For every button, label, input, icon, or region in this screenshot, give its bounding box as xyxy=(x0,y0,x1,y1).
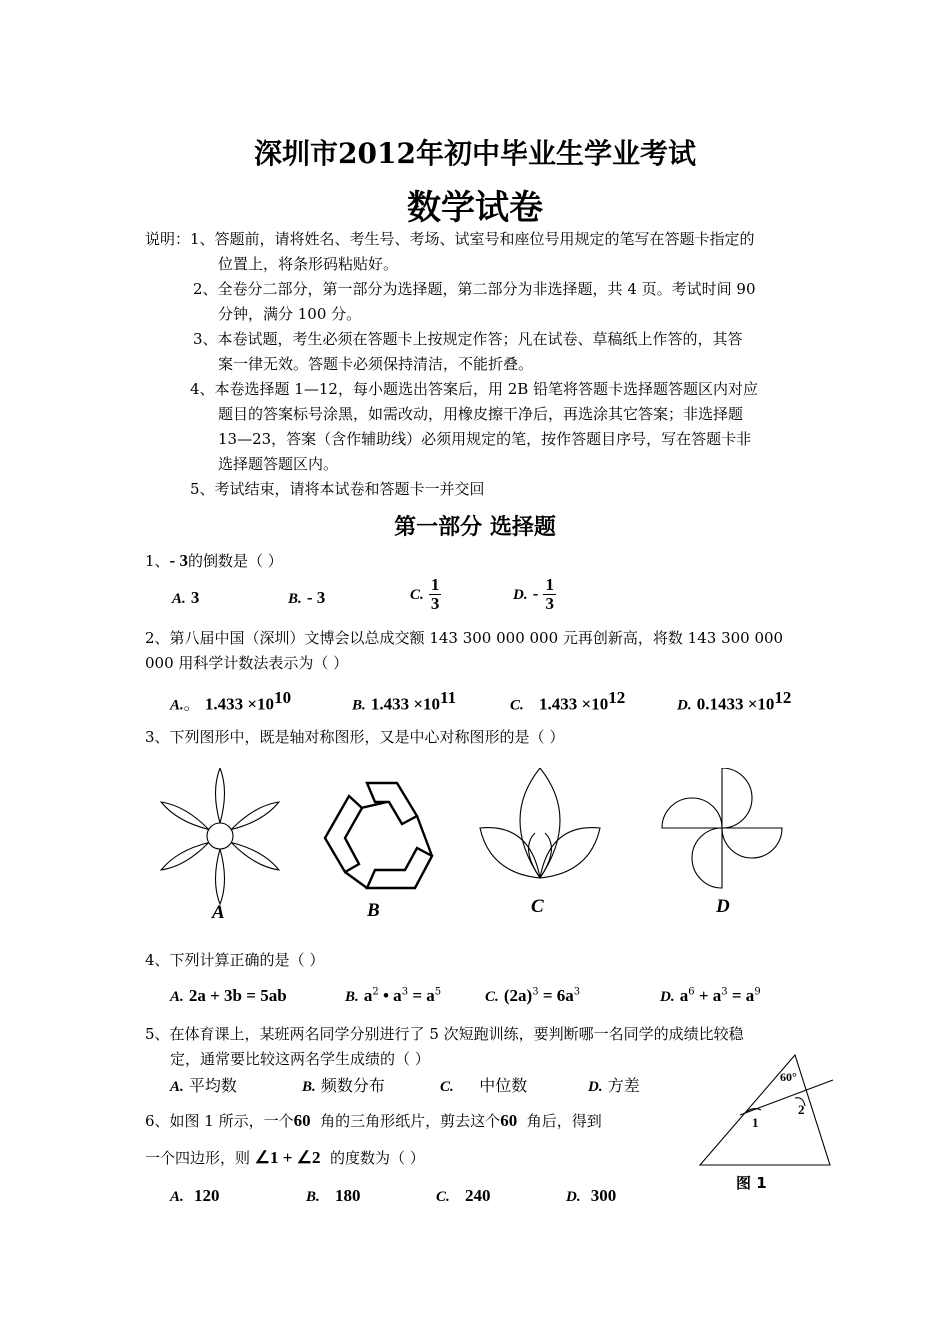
q2-option-d: D. $0.1433 \times 10^{12}$ xyxy=(677,688,792,714)
triangle-figure xyxy=(695,1050,840,1170)
figure-label-c: C xyxy=(531,896,544,917)
q3-figures xyxy=(160,768,800,928)
option-value: - 3 xyxy=(306,588,326,607)
option-label: B. xyxy=(288,591,302,607)
instruction-line: 5、考试结束，请将本试卷和答题卡一并交回 xyxy=(190,480,485,498)
figure-label-a: A xyxy=(212,902,225,923)
figure-label-d: D xyxy=(716,896,730,917)
q5-option-c: C. 中位数 xyxy=(440,1076,528,1095)
instruction-line: 说明：1、答题前，请将姓名、考生号、考场、试室号和座位号用规定的笔写在答题卡指定的 xyxy=(145,230,755,248)
fraction: $\frac{1}{3}$ xyxy=(545,575,554,613)
option-sign: - xyxy=(532,584,539,603)
instruction-line: 题目的答案标号涂黑，如需改动，用橡皮擦干净后，再选涂其它答案；非选择题 xyxy=(218,405,744,423)
figure-label-b: B xyxy=(367,900,380,921)
question-5-line: 5、在体育课上，某班两名同学分别进行了 5 次短跑训练，要判断哪一名同学的成绩比较稳 xyxy=(145,1025,744,1043)
q5-option-a: A. 平均数 xyxy=(170,1076,237,1095)
option-label: C. xyxy=(410,587,424,603)
q6-option-a: A. 120 xyxy=(170,1186,220,1205)
instruction-line: 案一律无效。答题卡必须保持清洁，不能折叠。 xyxy=(218,355,534,373)
instruction-line: 3、本卷试题，考生必须在答题卡上按规定作答；凡在试卷、草稿纸上作答的，其答 xyxy=(193,330,743,348)
q5-option-d: D. 方差 xyxy=(588,1076,640,1095)
question-5-line: 定，通常要比较这两名学生成绩的（ ） xyxy=(170,1050,430,1068)
q1-option-d xyxy=(513,576,556,613)
q1-option-b xyxy=(288,588,325,608)
q2-option-a: A.。 $1.433 \times 10^{10}$ xyxy=(170,688,292,714)
angle-2-label: 2 xyxy=(798,1102,805,1117)
instruction-line: 选择题答题区内。 xyxy=(218,455,339,473)
lotus-figure xyxy=(480,768,600,878)
question-2-line: 000 用科学计数法表示为（ ） xyxy=(145,654,349,672)
triangle-angle-label: 60° xyxy=(780,1070,797,1084)
q4-option-c: C. $(2a)^3 = 6a^3$ xyxy=(485,986,581,1005)
flower-figure xyxy=(160,768,281,904)
q2-option-b: B. $1.433 \times 10^{11}$ xyxy=(352,688,457,714)
figure-caption: 图 1 xyxy=(736,1174,767,1192)
question-4: 4、下列计算正确的是（ ） xyxy=(145,951,325,969)
q4-option-d: D. $a^6 + a^3 = a^9$ xyxy=(660,986,761,1005)
q6-option-c: C. 240 xyxy=(436,1186,491,1205)
recycle-figure xyxy=(325,783,432,888)
exam-subtitle: 数学试卷 xyxy=(407,188,543,228)
math-expr: - 3 xyxy=(169,551,188,570)
fraction: $\frac{1}{3}$ xyxy=(430,575,440,613)
q4-option-b: B. $a^2$ • $a^3 = a^5$ xyxy=(345,986,442,1005)
instruction-line: 4、本卷选择题 1—12，每小题选出答案后，用 2B 铅笔将答题卡选择题答题区内对应 xyxy=(190,380,759,398)
question-6-line2: 一个四边形，则 ∠1 + ∠2 的度数为（ ） xyxy=(145,1148,425,1167)
question-text: 的倒数是（ ） xyxy=(187,552,283,570)
option-label: D. xyxy=(513,587,528,603)
option-value: 3 xyxy=(190,588,200,607)
question-number: 1、 xyxy=(145,552,170,570)
q4-option-a: A. 2a + 3b = 5ab xyxy=(170,986,287,1005)
q1-option-a xyxy=(172,588,199,608)
question-3: 3、下列图形中，既是轴对称图形，又是中心对称图形的是（ ） xyxy=(145,728,565,746)
question-2-line: 2、第八届中国（深圳）文博会以总成交额 143 300 000 000 元再创新高，将数 143 300 000 xyxy=(145,629,784,647)
instruction-line: 13—23，答案（含作辅助线）必须用规定的笔，按作答题目序号，写在答题卡非 xyxy=(218,430,752,448)
instruction-line: 分钟，满分 100 分。 xyxy=(218,305,362,323)
q6-option-b: B. 180 xyxy=(306,1186,361,1205)
section-heading: 第一部分 选择题 xyxy=(394,515,556,540)
question-6-line1: 6、如图 1 所示，一个60 角的三角形纸片，剪去这个60 角后，得到 xyxy=(145,1111,602,1130)
instruction-line: 2、全卷分二部分，第一部分为选择题，第二部分为非选择题，共 4 页。考试时间 90 xyxy=(193,280,756,298)
option-label: A. xyxy=(172,591,186,607)
angle-1-label: 1 xyxy=(752,1115,759,1130)
exam-title: 深圳市2012年初中毕业生学业考试 xyxy=(254,137,696,170)
q2-option-c: C. $1.433 \times 10^{12}$ xyxy=(510,688,626,714)
question-1 xyxy=(145,550,283,571)
q1-option-c xyxy=(410,576,441,613)
instruction-line: 位置上，将条形码粘贴好。 xyxy=(218,255,399,273)
pinwheel-figure xyxy=(662,768,782,888)
q5-option-b: B. 频数分布 xyxy=(302,1076,385,1095)
q6-option-d: D. 300 xyxy=(566,1186,617,1205)
